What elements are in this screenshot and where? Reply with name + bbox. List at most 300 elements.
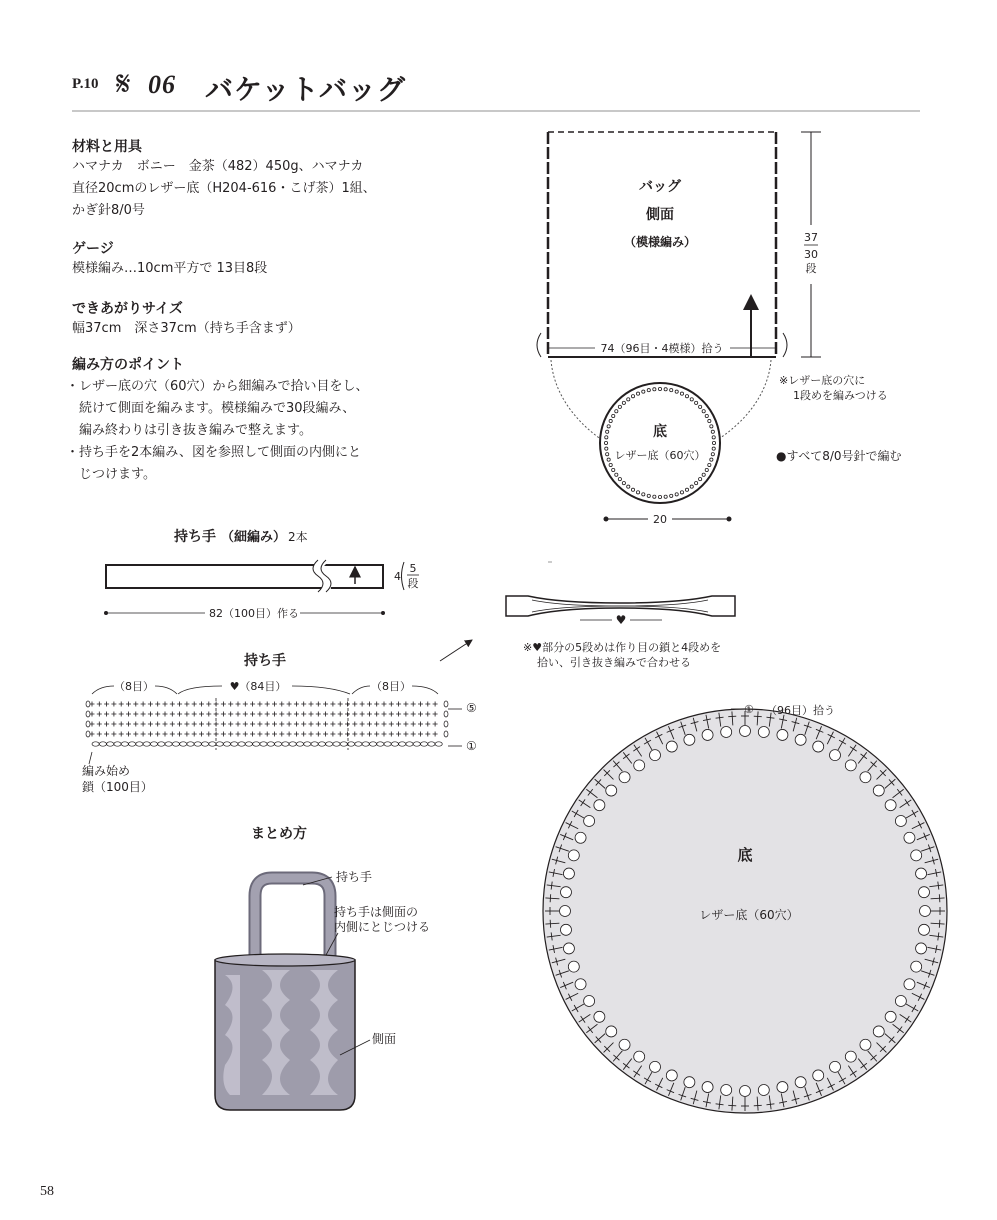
stitch-mark [97,732,102,737]
hole-mark [636,491,639,494]
stitch-mark [163,732,168,737]
turn-mark [86,721,90,727]
chain-mark [114,742,121,746]
leather-hole [650,750,661,761]
stitch-mark [141,712,146,717]
hole-mark [653,388,656,391]
stitch-mark [403,702,408,707]
hole-mark [670,389,673,392]
stitch-mark [279,702,284,707]
stitch-mark [163,712,168,717]
stitch-mark [301,722,306,727]
handle-title-sub: （細編み） [221,530,287,545]
leather-hole [904,979,915,990]
stitch-mark [287,712,292,717]
leather-hole [845,760,856,771]
stitch-mark [148,722,153,727]
hole-mark [685,395,688,398]
leather-hole [919,924,930,935]
row1-marker: ① [466,739,477,753]
stitch-mark [257,722,262,727]
chain-mark [172,742,179,746]
stitch-mark [754,1105,762,1106]
hole-mark [702,473,705,476]
turn-mark [86,701,90,707]
chain-mark [348,742,355,746]
stitch-mark [287,732,292,737]
leather-hole [795,1077,806,1088]
stitch-mark [396,722,401,727]
gauge-text: 模様編み…10cm平方で 13目8段 [72,261,268,276]
stitch-mark [236,732,241,737]
join-note-line2: 拾い、引き抜き編みで合わせる [537,656,691,669]
chain-mark [253,742,260,746]
stitch-mark [418,702,423,707]
stitch-mark [221,722,226,727]
hole-mark [615,473,618,476]
stitch-mark [345,712,350,717]
assembly-title: まとめ方 [251,826,307,842]
hole-mark [605,436,608,439]
start-label: 編み始め [82,764,131,778]
stitch-mark [433,712,438,717]
turn-mark [444,711,448,717]
hole-mark [664,495,667,498]
stitch-mark [425,702,430,707]
hole-mark [695,482,698,485]
chain-mark [216,742,223,746]
hole-mark [631,488,634,491]
chain-mark [223,742,230,746]
stitch-mark [236,712,241,717]
points-line: 続けて側面を編みます。模様編みで30段編み、 [66,401,356,416]
hole-mark [607,458,610,461]
stitch-mark [126,712,131,717]
stitch-mark [389,702,394,707]
stitch-mark [338,732,343,737]
hole-mark [690,398,693,401]
handle-length: 82（100目）作る [209,607,299,620]
hole-mark [653,495,656,498]
stitch-mark [301,712,306,717]
leather-hole [860,1039,871,1050]
stitch-mark [367,722,372,727]
stitch-mark [323,732,328,737]
stitch-mark [338,712,343,717]
stitch-mark [294,722,299,727]
stitch-mark [330,722,335,727]
stitch-mark [184,732,189,737]
leather-hole [666,741,677,752]
stitch-mark [170,732,175,737]
stitch-mark [250,712,255,717]
leather-hole [885,800,896,811]
turn-mark [444,721,448,727]
chain-mark [158,742,165,746]
chain-mark [136,742,143,746]
width-label: 74（96目・4模様）拾う [600,342,724,355]
stitch-mark [104,702,109,707]
hole-mark [627,485,630,488]
stitch-mark [97,722,102,727]
stitch-mark [433,732,438,737]
stitch-mark [403,712,408,717]
stitch-grid [86,698,448,750]
stitch-mark [243,712,248,717]
stitch-mark [184,712,189,717]
stitch-mark [309,702,314,707]
stitch-mark [330,732,335,737]
stitch-mark [382,702,387,707]
stitch-mark [411,702,416,707]
points-line: じつけます。 [66,467,156,482]
leather-hole [684,734,695,745]
materials-line: かぎ針8/0号 [72,203,145,218]
hole-mark [710,425,713,428]
handle-chart-title: 持ち手 [244,653,286,669]
bottom-label: 底 [653,424,667,440]
leather-hole [568,961,579,972]
stitch-mark [148,732,153,737]
chain-mark [202,742,209,746]
chain-mark [421,742,428,746]
leather-hole [721,1085,732,1096]
hole-mark [685,488,688,491]
hole-mark [675,493,678,496]
stitch-mark [104,732,109,737]
stitch-mark [163,722,168,727]
stitch-mark [418,722,423,727]
leather-hole [619,1039,630,1050]
stitch-mark [360,702,365,707]
stitch-mark [221,702,226,707]
start-chain-label: 鎖（100目） [82,780,153,794]
stitch-mark [396,712,401,717]
hole-mark [622,401,625,404]
chain-mark [99,742,106,746]
stitch-mark [294,702,299,707]
stitch-mark [374,722,379,727]
stitch-mark [360,732,365,737]
stitch-mark [360,722,365,727]
points-heading: 編み方のポイント [72,357,184,373]
points-line: ・持ち手を2本編み、図を参照して側面の内側にと [66,445,362,460]
leather-hole [606,1026,617,1037]
leather-hole [619,772,630,783]
leather-hole [795,734,806,745]
stitch-mark [111,712,116,717]
chain-mark [384,742,391,746]
stitch-mark [97,702,102,707]
bottom-chart-sub: レザー底（60穴） [699,908,799,922]
stitch-mark [272,702,277,707]
stitch-mark [294,712,299,717]
stitch-mark [309,732,314,737]
stitch-mark [192,732,197,737]
stitch-mark [155,732,160,737]
stitch-mark [323,702,328,707]
handle-height: 4 [394,570,401,583]
page-number: 58 [40,1184,54,1199]
height-rows: 30 [804,248,818,261]
stitch-mark [309,712,314,717]
stitch-mark [374,702,379,707]
stitch-mark [148,702,153,707]
leather-hole [575,979,586,990]
stitch-mark [184,722,189,727]
leather-hole [916,943,927,954]
chain-mark [311,742,318,746]
stitch-mark [272,712,277,717]
stitch-mark [323,712,328,717]
stitch-mark [367,712,372,717]
bottom-chart-title: 底 [737,846,753,864]
stitch-mark [433,702,438,707]
hole-mark [708,419,711,422]
stitch-mark [330,702,335,707]
gauge-heading: ゲージ [72,241,114,257]
leather-hole [885,1011,896,1022]
leather-hole [758,1085,769,1096]
hole-mark [712,436,715,439]
leather-hole [758,726,769,737]
stitch-mark [265,702,270,707]
stitch-mark [382,732,387,737]
stitch-mark [228,702,233,707]
page-reference: P.10 [72,76,99,92]
hole-mark [695,401,698,404]
bottom-stitch-chart [543,703,947,1113]
stitch-mark [192,712,197,717]
leather-hole [702,729,713,740]
chain-mark [187,742,194,746]
stitch-mark [287,722,292,727]
stitch-mark [126,732,131,737]
stitch-mark [155,702,160,707]
leather-hole [584,816,595,827]
points-line: ・レザー底の穴（60穴）から細編みで拾い目をし、 [66,379,369,394]
handle-rows-unit: 段 [407,577,419,590]
side-label: 側面 [646,207,674,223]
handle-count: 2本 [288,530,308,544]
assembly-attach-line2: 内側にとじつける [334,920,431,934]
handle-rows: 5 [409,562,417,575]
pickup-label: （96目）拾う [766,704,835,717]
stitch-mark [389,722,394,727]
stitch-mark [294,732,299,737]
hole-mark [690,485,693,488]
hole-mark [705,414,708,417]
stitch-mark [104,722,109,727]
stitch-mark [272,722,277,727]
assembly-attach-line1: 持ち手は側面の [334,905,419,919]
stitch-mark [170,722,175,727]
stitch-mark [279,722,284,727]
leather-hole [845,1051,856,1062]
stitch-mark [418,712,423,717]
hole-mark [647,494,650,497]
hole-mark [609,463,612,466]
chain-mark [289,742,296,746]
stitch-mark [257,712,262,717]
stitch-mark [97,712,102,717]
chain-mark [304,742,311,746]
materials-line: 直径20cmのレザー底（H204-616・こげ茶）1組、 [72,181,376,196]
hole-mark [680,392,683,395]
stitch-mark [316,722,321,727]
stitch-mark [243,732,248,737]
stitch-mark [177,712,182,717]
stitch-mark [367,732,372,737]
leather-hole [873,785,884,796]
size-text: 幅37cm 深さ37cm（持ち手含まず） [72,321,301,336]
handle-chart-left: （8目） [114,680,154,693]
leather-hole [813,741,824,752]
leather-hole [650,1061,661,1072]
stitch-mark [367,702,372,707]
chain-mark [107,742,114,746]
leather-hole [606,785,617,796]
stitch-mark [236,722,241,727]
stitch-mark [228,732,233,737]
bottom-sub-label: レザー底（60穴） [614,449,706,462]
bag-side-diagram [537,132,902,526]
stitch-mark [141,702,146,707]
hole-mark [647,389,650,392]
stitch-mark [163,702,168,707]
chain-mark [362,742,369,746]
handle-chart-middle: ♥（84目） [229,680,287,693]
materials-line: ハマナカ ボニー 金茶（482）450g、ハマナカ [72,159,364,174]
hole-mark [708,463,711,466]
hole-mark [642,493,645,496]
leather-hole [568,850,579,861]
stitch-mark [184,702,189,707]
hole-mark [642,390,645,393]
stitch-mark [199,732,204,737]
stitch-mark [403,722,408,727]
row1-bottom-marker: ① [744,703,754,716]
stitch-mark [228,722,233,727]
bottom-note-line2: 1段めを編みつける [793,389,888,402]
hole-mark [699,405,702,408]
stitch-mark [382,712,387,717]
hole-mark [609,419,612,422]
stitch-mark [374,712,379,717]
chain-mark [369,742,376,746]
chain-mark [194,742,201,746]
stitch-mark [403,732,408,737]
stitch-mark [338,722,343,727]
chain-mark [333,742,340,746]
assembly-illustration [215,825,430,1110]
stitch-mark [418,732,423,737]
stitch-mark [199,722,204,727]
hole-mark [711,430,714,433]
stitch-mark [352,722,357,727]
leather-hole [777,1082,788,1093]
stitch-mark [133,732,138,737]
diameter-label: 20 [653,513,667,526]
hole-mark [631,395,634,398]
stitch-mark [352,712,357,717]
leather-hole [594,800,605,811]
assembly-side-label: 側面 [372,1032,397,1046]
stitch-mark [939,920,940,928]
hole-mark [607,425,610,428]
hole-mark [675,390,678,393]
hole-mark [636,392,639,395]
leather-hole [702,1082,713,1093]
stitch-mark [206,722,211,727]
stitch-mark [728,1105,736,1106]
leather-hole [777,729,788,740]
chain-mark [165,742,172,746]
stitch-mark [250,702,255,707]
chain-mark [355,742,362,746]
stitch-mark [352,702,357,707]
join-note-line1: ※♥部分の5段めは作り目の鎖と4段めを [523,641,722,654]
stitch-mark [155,712,160,717]
leather-hole [560,906,571,917]
handle-strip-diagram [104,528,472,661]
stitch-mark [338,702,343,707]
leather-hole [873,1026,884,1037]
page-title: バケットバッグ [205,73,407,106]
hole-mark [712,447,715,450]
materials-heading: 材料と用具 [72,139,142,155]
stitch-mark [309,722,314,727]
chain-mark [231,742,238,746]
stitch-mark [279,732,284,737]
hole-mark [615,410,618,413]
stitch-mark [119,732,124,737]
stitch-mark [939,894,940,902]
stitch-mark [206,712,211,717]
handle-title: 持ち手 [174,529,216,545]
size-heading: できあがりサイズ [72,301,183,317]
chain-mark [129,742,136,746]
leather-hole [904,832,915,843]
stitch-mark [111,722,116,727]
turn-mark [86,711,90,717]
stitch-mark [133,702,138,707]
handle-chart-right: （8目） [371,680,411,693]
joined-handle-diagram [506,562,735,669]
stitch-mark [352,732,357,737]
leather-hole [740,726,751,737]
stitch-mark [728,716,736,717]
bottom-note-line1: ※レザー底の穴に [779,374,866,387]
points-line: 編み終わりは引き抜き編みで整えます。 [66,423,312,438]
leather-hole [911,961,922,972]
stitch-mark [345,722,350,727]
stitch-mark [170,712,175,717]
stitch-mark [287,702,292,707]
chain-mark [260,742,267,746]
stitch-mark [250,722,255,727]
hole-mark [670,494,673,497]
stitch-mark [257,732,262,737]
stitch-mark [389,712,394,717]
hole-mark [658,495,661,498]
hole-mark [606,430,609,433]
hole-mark [658,387,661,390]
stitch-mark [170,702,175,707]
turn-mark [444,701,448,707]
stitch-mark [177,722,182,727]
chain-mark [209,742,216,746]
